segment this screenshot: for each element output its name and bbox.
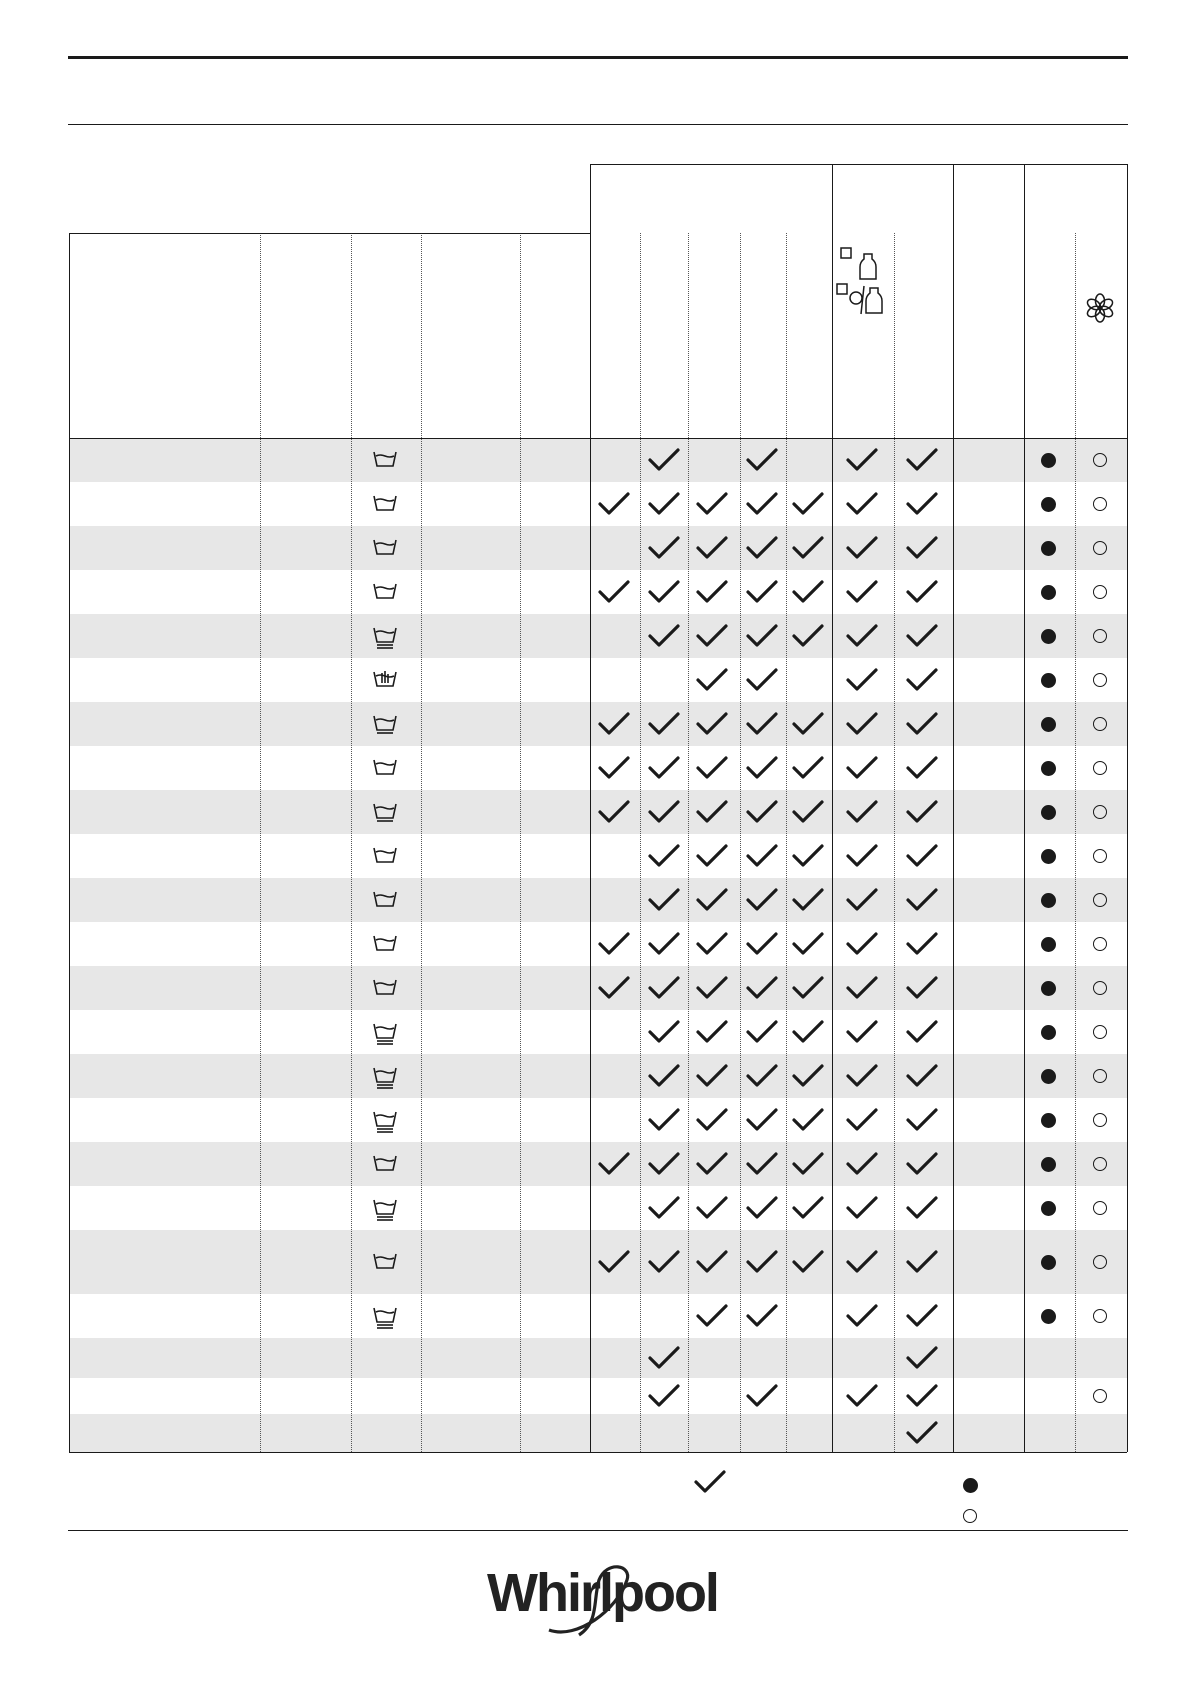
table-row-band: [69, 1338, 1127, 1378]
wash-tub-icon: [372, 491, 398, 517]
filled-dot-icon: [1041, 453, 1056, 468]
open-circle-icon: [1093, 717, 1107, 731]
column-divider: [640, 233, 641, 1452]
wash-tub-icon: [372, 447, 398, 473]
check-icon: [845, 842, 879, 870]
table-left-border: [69, 233, 70, 1452]
open-circle-icon: [1093, 849, 1107, 863]
filled-dot-icon: [1041, 1025, 1056, 1040]
check-icon: [695, 842, 729, 870]
check-icon: [845, 798, 879, 826]
wash-tub-icon: [372, 1249, 398, 1275]
check-icon: [597, 1248, 631, 1276]
table-row-band: [69, 438, 1127, 482]
check-icon: [695, 1248, 729, 1276]
open-circle-icon: [1093, 1157, 1107, 1171]
check-icon: [745, 622, 779, 650]
check-icon: [745, 930, 779, 958]
check-icon: [597, 930, 631, 958]
filled-dot-icon: [1041, 849, 1056, 864]
check-icon: [597, 490, 631, 518]
check-icon: [905, 534, 939, 562]
check-icon: [647, 798, 681, 826]
footer-rule: [68, 1530, 1128, 1531]
column-divider: [421, 233, 422, 1452]
table-row-band: [69, 878, 1127, 922]
check-icon: [647, 886, 681, 914]
check-icon: [845, 446, 879, 474]
open-circle-icon: [1093, 629, 1107, 643]
check-icon: [905, 710, 939, 738]
column-divider: [894, 233, 895, 1452]
check-icon: [845, 710, 879, 738]
check-icon: [695, 490, 729, 518]
wash-tub-icon: [372, 579, 398, 605]
filled-dot-icon: [1041, 1309, 1056, 1324]
check-icon: [791, 1248, 825, 1276]
check-icon: [905, 798, 939, 826]
check-icon: [597, 754, 631, 782]
wash-tub-icon: [372, 1303, 398, 1329]
column-divider: [740, 233, 741, 1452]
table-header-divider: [69, 438, 1127, 439]
column-divider: [520, 233, 521, 1452]
check-icon: [745, 666, 779, 694]
filled-dot-icon: [1041, 1201, 1056, 1216]
check-icon: [695, 974, 729, 1002]
open-circle-icon: [1093, 805, 1107, 819]
check-icon: [791, 974, 825, 1002]
check-icon: [905, 1018, 939, 1046]
check-icon: [647, 1150, 681, 1178]
table-right-border: [1127, 164, 1128, 1452]
open-circle-icon: [1093, 453, 1107, 467]
filled-dot-icon: [1041, 629, 1056, 644]
check-icon: [905, 1106, 939, 1134]
group-divider: [832, 164, 833, 1452]
column-divider: [786, 233, 787, 1452]
check-icon: [791, 1062, 825, 1090]
filled-dot-icon: [1041, 981, 1056, 996]
check-icon: [845, 930, 879, 958]
check-icon: [647, 930, 681, 958]
wash-tub-icon: [372, 843, 398, 869]
table-top-border-main: [69, 233, 590, 234]
check-icon: [791, 490, 825, 518]
check-icon: [597, 974, 631, 1002]
check-icon: [845, 1194, 879, 1222]
check-icon: [745, 1062, 779, 1090]
column-divider: [260, 233, 261, 1452]
check-icon: [647, 754, 681, 782]
check-icon: [905, 1248, 939, 1276]
wash-tub-icon: [372, 711, 398, 737]
check-icon: [745, 842, 779, 870]
check-icon: [905, 622, 939, 650]
check-icon: [695, 622, 729, 650]
check-icon: [905, 1344, 939, 1372]
column-divider: [351, 233, 352, 1452]
group-divider: [1024, 164, 1025, 1452]
table-row-band: [69, 526, 1127, 570]
check-icon: [745, 578, 779, 606]
check-icon: [845, 886, 879, 914]
check-icon: [745, 1106, 779, 1134]
check-icon: [597, 798, 631, 826]
check-icon: [905, 666, 939, 694]
check-icon: [905, 1419, 939, 1447]
check-icon: [745, 1018, 779, 1046]
check-icon: [745, 1194, 779, 1222]
check-icon: [695, 754, 729, 782]
check-icon: [647, 1062, 681, 1090]
group-divider: [953, 164, 954, 1452]
check-icon: [905, 490, 939, 518]
check-icon: [695, 1018, 729, 1046]
check-icon: [905, 1150, 939, 1178]
open-circle-icon: [1093, 981, 1107, 995]
open-circle-icon: [1093, 585, 1107, 599]
check-icon: [905, 974, 939, 1002]
hand-wash-icon: [372, 667, 398, 693]
check-icon: [647, 842, 681, 870]
wash-tub-icon: [372, 887, 398, 913]
check-icon: [745, 534, 779, 562]
open-circle-icon: [1093, 1255, 1107, 1269]
wash-tub-icon: [372, 799, 398, 825]
check-icon: [845, 1382, 879, 1410]
wash-tub-icon: [372, 1107, 398, 1133]
check-icon: [791, 842, 825, 870]
check-icon: [791, 622, 825, 650]
check-icon: [647, 710, 681, 738]
check-icon: [647, 1018, 681, 1046]
check-icon: [745, 1150, 779, 1178]
check-icon: [647, 578, 681, 606]
column-divider: [688, 233, 689, 1452]
check-icon: [845, 974, 879, 1002]
open-circle-icon: [1093, 1309, 1107, 1323]
filled-dot-icon: [1041, 497, 1056, 512]
check-icon: [791, 886, 825, 914]
check-icon: [791, 534, 825, 562]
filled-dot-icon: [1041, 673, 1056, 688]
check-icon: [647, 1248, 681, 1276]
wash-tub-icon: [372, 1195, 398, 1221]
legend-open-circle-icon: [963, 1509, 977, 1523]
check-icon: [597, 1150, 631, 1178]
filled-dot-icon: [1041, 761, 1056, 776]
table-row-band: [69, 1054, 1127, 1098]
check-icon: [597, 578, 631, 606]
check-icon: [695, 1106, 729, 1134]
check-icon: [845, 1248, 879, 1276]
open-circle-icon: [1093, 1389, 1107, 1403]
check-icon: [905, 930, 939, 958]
logo-swoosh-icon: [487, 1560, 717, 1640]
check-icon: [647, 446, 681, 474]
filled-dot-icon: [1041, 585, 1056, 600]
check-icon: [845, 666, 879, 694]
column-divider: [1075, 233, 1076, 1452]
check-icon: [647, 534, 681, 562]
check-icon: [845, 1150, 879, 1178]
open-circle-icon: [1093, 1201, 1107, 1215]
check-icon: [905, 1194, 939, 1222]
check-icon: [745, 1382, 779, 1410]
check-icon: [905, 1302, 939, 1330]
check-icon: [695, 578, 729, 606]
check-icon: [745, 490, 779, 518]
check-icon: [791, 578, 825, 606]
check-icon: [845, 622, 879, 650]
check-icon: [745, 1302, 779, 1330]
check-icon: [695, 798, 729, 826]
check-icon: [647, 490, 681, 518]
wash-tub-icon: [372, 931, 398, 957]
wash-tub-icon: [372, 1063, 398, 1089]
check-icon: [791, 710, 825, 738]
softener-flower-icon: [1085, 293, 1115, 323]
check-icon: [695, 534, 729, 562]
legend-filled-dot-icon: [963, 1478, 978, 1493]
open-circle-icon: [1093, 1069, 1107, 1083]
filled-dot-icon: [1041, 541, 1056, 556]
check-icon: [791, 930, 825, 958]
wash-tub-icon: [372, 1019, 398, 1045]
filled-dot-icon: [1041, 1069, 1056, 1084]
table-row-band: [69, 614, 1127, 658]
filled-dot-icon: [1041, 1113, 1056, 1128]
check-icon: [745, 1248, 779, 1276]
check-icon: [745, 446, 779, 474]
check-icon: [647, 1382, 681, 1410]
check-icon: [597, 710, 631, 738]
check-icon: [845, 490, 879, 518]
table-top-border-options: [590, 164, 1127, 165]
filled-dot-icon: [1041, 805, 1056, 820]
check-icon: [745, 798, 779, 826]
check-icon: [745, 754, 779, 782]
wash-tub-icon: [372, 535, 398, 561]
filled-dot-icon: [1041, 893, 1056, 908]
check-icon: [647, 622, 681, 650]
filled-dot-icon: [1041, 717, 1056, 732]
filled-dot-icon: [1041, 1255, 1056, 1270]
check-icon: [905, 446, 939, 474]
check-icon: [905, 578, 939, 606]
check-icon: [647, 1106, 681, 1134]
check-icon: [845, 1062, 879, 1090]
table-bottom-border: [69, 1452, 1127, 1453]
wash-tub-icon: [372, 1151, 398, 1177]
detergent-softener-icons: [836, 244, 892, 322]
check-icon: [905, 1062, 939, 1090]
check-icon: [791, 798, 825, 826]
group-divider: [590, 164, 591, 1452]
check-icon: [791, 1194, 825, 1222]
check-icon: [905, 842, 939, 870]
check-icon: [845, 1106, 879, 1134]
check-icon: [905, 1382, 939, 1410]
check-icon: [647, 1344, 681, 1372]
table-row-band: [69, 1414, 1127, 1452]
open-circle-icon: [1093, 673, 1107, 687]
check-icon: [845, 534, 879, 562]
check-icon: [695, 1150, 729, 1178]
check-icon: [695, 666, 729, 694]
open-circle-icon: [1093, 1113, 1107, 1127]
check-icon: [845, 578, 879, 606]
check-icon: [647, 974, 681, 1002]
check-icon: [695, 710, 729, 738]
check-icon: [695, 1062, 729, 1090]
check-icon: [745, 974, 779, 1002]
wash-tub-icon: [372, 755, 398, 781]
open-circle-icon: [1093, 497, 1107, 511]
brand-logo: [487, 1560, 717, 1640]
check-icon: [845, 1302, 879, 1330]
check-icon: [845, 754, 879, 782]
check-icon: [791, 1018, 825, 1046]
check-icon: [791, 754, 825, 782]
open-circle-icon: [1093, 541, 1107, 555]
wash-tub-icon: [372, 623, 398, 649]
check-icon: [845, 1018, 879, 1046]
check-icon: [905, 754, 939, 782]
check-icon: [695, 930, 729, 958]
legend-check-icon: [693, 1468, 727, 1496]
check-icon: [745, 710, 779, 738]
open-circle-icon: [1093, 937, 1107, 951]
check-icon: [745, 886, 779, 914]
open-circle-icon: [1093, 761, 1107, 775]
check-icon: [905, 886, 939, 914]
check-icon: [695, 1194, 729, 1222]
brand-wordmark: Whirlpool: [487, 1563, 718, 1623]
filled-dot-icon: [1041, 1157, 1056, 1172]
check-icon: [695, 1302, 729, 1330]
check-icon: [791, 1106, 825, 1134]
open-circle-icon: [1093, 893, 1107, 907]
check-icon: [695, 886, 729, 914]
check-icon: [647, 1194, 681, 1222]
check-icon: [791, 1150, 825, 1178]
wash-tub-icon: [372, 975, 398, 1001]
filled-dot-icon: [1041, 937, 1056, 952]
open-circle-icon: [1093, 1025, 1107, 1039]
